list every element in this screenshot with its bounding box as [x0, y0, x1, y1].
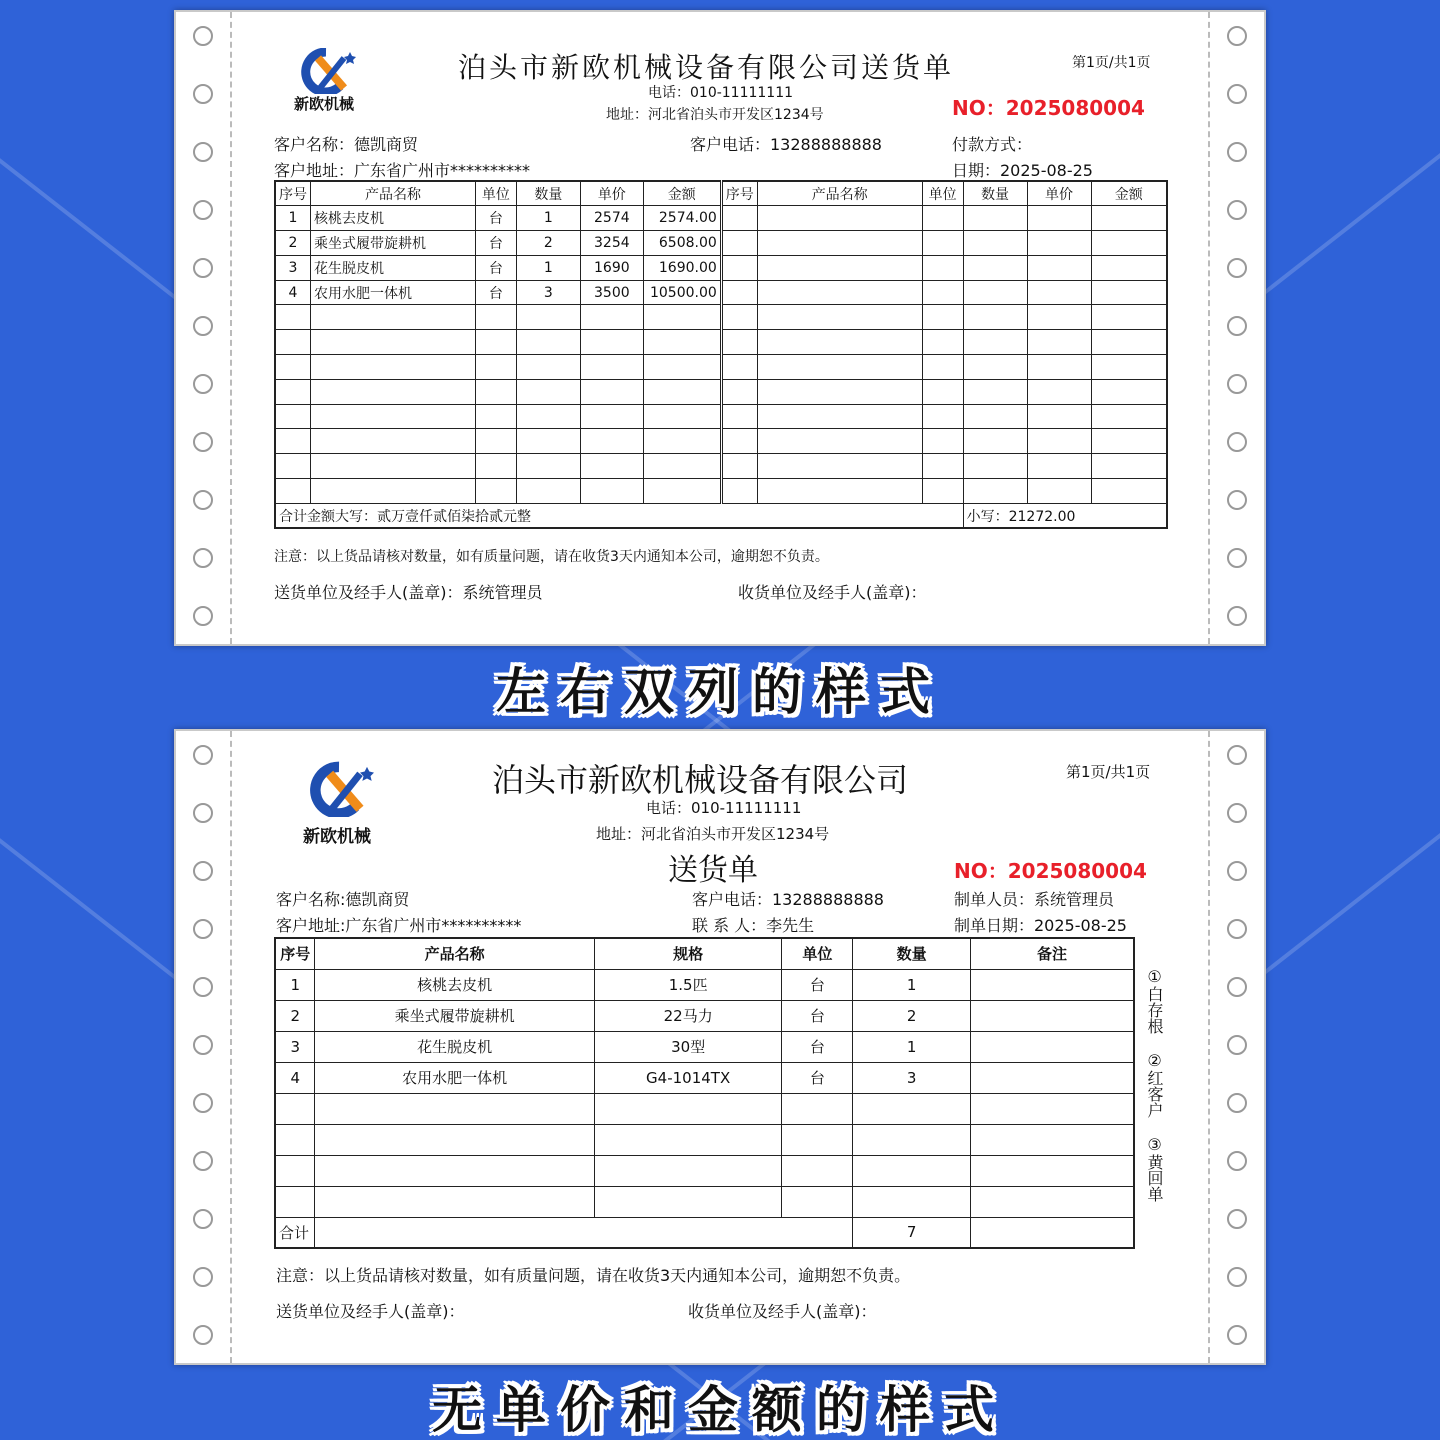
table-header-row: [275, 938, 1134, 969]
document-title: 泊头市新欧机械设备有限公司送货单: [458, 51, 955, 84]
table-row: [275, 1031, 1134, 1062]
page-indicator: 第1页/共1页: [1072, 55, 1151, 71]
company-logo: [292, 761, 382, 847]
col-header: 数量: [963, 181, 1027, 206]
col-header: 单位: [475, 181, 516, 206]
cell-spec: 1.5匹: [594, 969, 782, 1000]
cell-index: 4: [275, 1062, 315, 1093]
sprocket-hole: [1227, 374, 1247, 394]
table-row-empty: [275, 404, 1167, 429]
sprocket-hole: [193, 745, 213, 765]
notice-text: 注意：以上货品请核对数量，如有质量问题，请在收货3天内通知本公司，逾期恕不负责。: [274, 549, 829, 565]
style-caption-1: 左右双列的样式: [496, 663, 944, 721]
document-number: NO：2025080004: [954, 859, 1147, 883]
sprocket-hole: [193, 1267, 213, 1287]
cell-qty: 1: [516, 206, 580, 231]
table-row-empty: [275, 379, 1167, 404]
cell-index: 2: [275, 1000, 315, 1031]
delivery-note-no-price: [174, 729, 1266, 1365]
sprocket-hole: [1227, 490, 1247, 510]
table-row-empty: [275, 479, 1167, 504]
page-indicator: 第1页/共1页: [1066, 763, 1151, 781]
customer-name: 客户名称：德凯商贸: [274, 135, 419, 154]
cell-unit: 台: [475, 231, 516, 256]
sprocket-hole: [193, 258, 213, 278]
sprocket-hole: [193, 1035, 213, 1055]
sprocket-hole: [1227, 919, 1247, 939]
col-header: 产品名称: [315, 938, 594, 969]
cell-product: 核桃去皮机: [315, 969, 594, 1000]
document-number: NO：2025080004: [952, 96, 1145, 120]
logo-text: 新欧机械: [293, 95, 354, 113]
cell-amount: 1690.00: [643, 255, 721, 280]
cell-spec: G4-1014TX: [594, 1062, 782, 1093]
copy-label-red: ②红客户: [1145, 1051, 1164, 1118]
table-row: [275, 231, 1167, 256]
col-header: 序号: [721, 181, 757, 206]
table-total-row: [275, 1217, 1134, 1248]
total-amount-number: 小写：21272.00: [963, 503, 1167, 528]
sprocket-hole: [193, 803, 213, 823]
cell-qty: 3: [516, 280, 580, 305]
cell-amount: 6508.00: [643, 231, 721, 256]
sprocket-hole: [1227, 861, 1247, 881]
cell-index: 1: [275, 969, 315, 1000]
cell-index: 4: [275, 280, 311, 305]
sprocket-hole: [193, 490, 213, 510]
cell-index: 1: [275, 206, 311, 231]
cell-product: 乘坐式履带旋耕机: [315, 1000, 594, 1031]
sprocket-hole: [193, 861, 213, 881]
sprocket-hole: [193, 919, 213, 939]
cell-unit: 台: [475, 206, 516, 231]
cell-spec: 30型: [594, 1031, 782, 1062]
sprocket-hole: [193, 1209, 213, 1229]
sprocket-hole: [193, 432, 213, 452]
col-header: 数量: [853, 938, 971, 969]
sprocket-hole: [193, 316, 213, 336]
sprocket-hole: [1227, 200, 1247, 220]
table-row-empty: [275, 454, 1167, 479]
col-header: 单位: [782, 938, 853, 969]
sprocket-hole: [1227, 548, 1247, 568]
cell-qty: 1: [516, 255, 580, 280]
customer-name: 客户名称:德凯商贸: [276, 890, 410, 909]
table-row: [275, 255, 1167, 280]
col-header: 序号: [275, 181, 311, 206]
table-row-empty: [275, 1093, 1134, 1124]
sprocket-hole: [193, 548, 213, 568]
table-row: [275, 206, 1167, 231]
delivery-date: 日期：2025-08-25: [952, 161, 1093, 180]
col-header: 单价: [580, 181, 643, 206]
cell-remark: [970, 1000, 1134, 1031]
contact-person: 联 系 人：李先生: [692, 916, 815, 935]
perforation-right: [1208, 731, 1264, 1363]
customer-address: 客户地址:广东省广州市**********: [276, 916, 522, 935]
cell-product: 农用水肥一体机: [311, 280, 476, 305]
sprocket-hole: [1227, 258, 1247, 278]
receiver-signature: 收货单位及经手人(盖章)：: [738, 583, 927, 602]
company-address: 地址：河北省泊头市开发区1234号: [606, 107, 824, 123]
customer-phone: 客户电话：13288888888: [690, 135, 882, 154]
table-row-empty: [275, 330, 1167, 355]
sprocket-hole: [1227, 1035, 1247, 1055]
sprocket-hole: [1227, 1325, 1247, 1345]
total-label: 合计: [275, 1217, 315, 1248]
table-row-empty: [275, 429, 1167, 454]
col-header: 金额: [643, 181, 721, 206]
copy-label-yellow: ③黄回单: [1145, 1135, 1164, 1202]
col-header: 单价: [1027, 181, 1091, 206]
copy-label-white: ①白存根: [1145, 967, 1164, 1034]
sprocket-hole: [193, 1093, 213, 1113]
cell-remark: [970, 1062, 1134, 1093]
sprocket-hole: [1227, 84, 1247, 104]
sprocket-hole: [1227, 432, 1247, 452]
col-header: 备注: [970, 938, 1134, 969]
sprocket-hole: [193, 200, 213, 220]
delivery-note-two-column: [174, 10, 1266, 646]
sprocket-hole: [1227, 316, 1247, 336]
cell-remark: [970, 1031, 1134, 1062]
table-row-empty: [275, 1186, 1134, 1217]
sender-signature: 送货单位及经手人(盖章)：系统管理员: [274, 583, 543, 602]
cell-remark: [970, 969, 1134, 1000]
sprocket-hole: [193, 1325, 213, 1345]
items-table: [274, 937, 1135, 1249]
cell-index: 3: [275, 1031, 315, 1062]
sprocket-hole: [193, 606, 213, 626]
cell-price: 3254: [580, 231, 643, 256]
style-caption-2: 无单价和金额的样式: [432, 1381, 1008, 1439]
cell-unit: 台: [782, 969, 853, 1000]
cell-amount: 2574.00: [643, 206, 721, 231]
company-logo: [284, 48, 364, 114]
sprocket-hole: [1227, 1093, 1247, 1113]
col-header: 产品名称: [311, 181, 476, 206]
sprocket-hole: [1227, 1267, 1247, 1287]
cell-unit: 台: [475, 255, 516, 280]
sprocket-hole: [1227, 142, 1247, 162]
table-row-empty: [275, 1124, 1134, 1155]
sprocket-hole: [193, 977, 213, 997]
logo-text: 新欧机械: [303, 827, 371, 847]
document-title: 送货单: [668, 853, 758, 888]
table-total-row: [275, 503, 1167, 528]
logo-mark-icon: [296, 48, 356, 94]
table-header-row: [275, 181, 1167, 206]
company-address: 地址：河北省泊头市开发区1234号: [596, 825, 830, 843]
cell-index: 3: [275, 255, 311, 280]
cell-unit: 台: [782, 1062, 853, 1093]
sender-signature: 送货单位及经手人(盖章)：: [276, 1302, 465, 1321]
col-header: 单位: [922, 181, 963, 206]
customer-address: 客户地址：广东省广州市**********: [274, 161, 531, 180]
customer-phone: 客户电话：13288888888: [692, 890, 884, 909]
company-phone: 电话：010-11111111: [648, 85, 794, 101]
total-amount-words: 合计金额大写：贰万壹仟贰佰柒拾贰元整: [275, 503, 963, 528]
table-row: [275, 280, 1167, 305]
sprocket-hole: [193, 1151, 213, 1171]
payment-method: 付款方式：: [952, 135, 1033, 154]
cell-qty: 2: [516, 231, 580, 256]
sprocket-hole: [1227, 1151, 1247, 1171]
table-row: [275, 1000, 1134, 1031]
sprocket-hole: [1227, 977, 1247, 997]
sprocket-hole: [1227, 26, 1247, 46]
col-header: 金额: [1091, 181, 1167, 206]
table-row-empty: [275, 305, 1167, 330]
items-table: [274, 180, 1168, 529]
total-qty: 7: [853, 1217, 971, 1248]
perforation-left: [176, 12, 232, 644]
cell-unit: 台: [782, 1031, 853, 1062]
cell-price: 3500: [580, 280, 643, 305]
table-row: [275, 1062, 1134, 1093]
sprocket-hole: [1227, 803, 1247, 823]
cell-qty: 2: [853, 1000, 971, 1031]
sprocket-hole: [193, 142, 213, 162]
cell-spec: 22马力: [594, 1000, 782, 1031]
document-maker: 制单人员：系统管理员: [954, 890, 1115, 909]
perforation-right: [1208, 12, 1264, 644]
sprocket-hole: [1227, 745, 1247, 765]
sprocket-hole: [193, 26, 213, 46]
cell-product: 核桃去皮机: [311, 206, 476, 231]
company-name: 泊头市新欧机械设备有限公司: [492, 761, 909, 799]
cell-amount: 10500.00: [643, 280, 721, 305]
cell-product: 农用水肥一体机: [315, 1062, 594, 1093]
perforation-left: [176, 731, 232, 1363]
cell-unit: 台: [782, 1000, 853, 1031]
cell-qty: 1: [853, 1031, 971, 1062]
sprocket-hole: [193, 84, 213, 104]
col-header: 数量: [516, 181, 580, 206]
cell-index: 2: [275, 231, 311, 256]
receiver-signature: 收货单位及经手人(盖章)：: [688, 1302, 877, 1321]
table-row-empty: [275, 355, 1167, 380]
table-row-empty: [275, 1155, 1134, 1186]
cell-price: 1690: [580, 255, 643, 280]
cell-product: 乘坐式履带旋耕机: [311, 231, 476, 256]
sprocket-hole: [1227, 606, 1247, 626]
col-header: 规格: [594, 938, 782, 969]
col-header: 产品名称: [757, 181, 922, 206]
cell-unit: 台: [475, 280, 516, 305]
logo-mark-icon: [304, 761, 374, 817]
company-phone: 电话：010-11111111: [646, 799, 802, 817]
cell-qty: 1: [853, 969, 971, 1000]
cell-price: 2574: [580, 206, 643, 231]
cell-qty: 3: [853, 1062, 971, 1093]
sprocket-hole: [193, 374, 213, 394]
table-row: [275, 969, 1134, 1000]
cell-product: 花生脱皮机: [311, 255, 476, 280]
notice-text: 注意：以上货品请核对数量，如有质量问题，请在收货3天内通知本公司，逾期恕不负责。: [276, 1266, 911, 1285]
cell-product: 花生脱皮机: [315, 1031, 594, 1062]
col-header: 序号: [275, 938, 315, 969]
sprocket-hole: [1227, 1209, 1247, 1229]
make-date: 制单日期：2025-08-25: [954, 916, 1127, 935]
